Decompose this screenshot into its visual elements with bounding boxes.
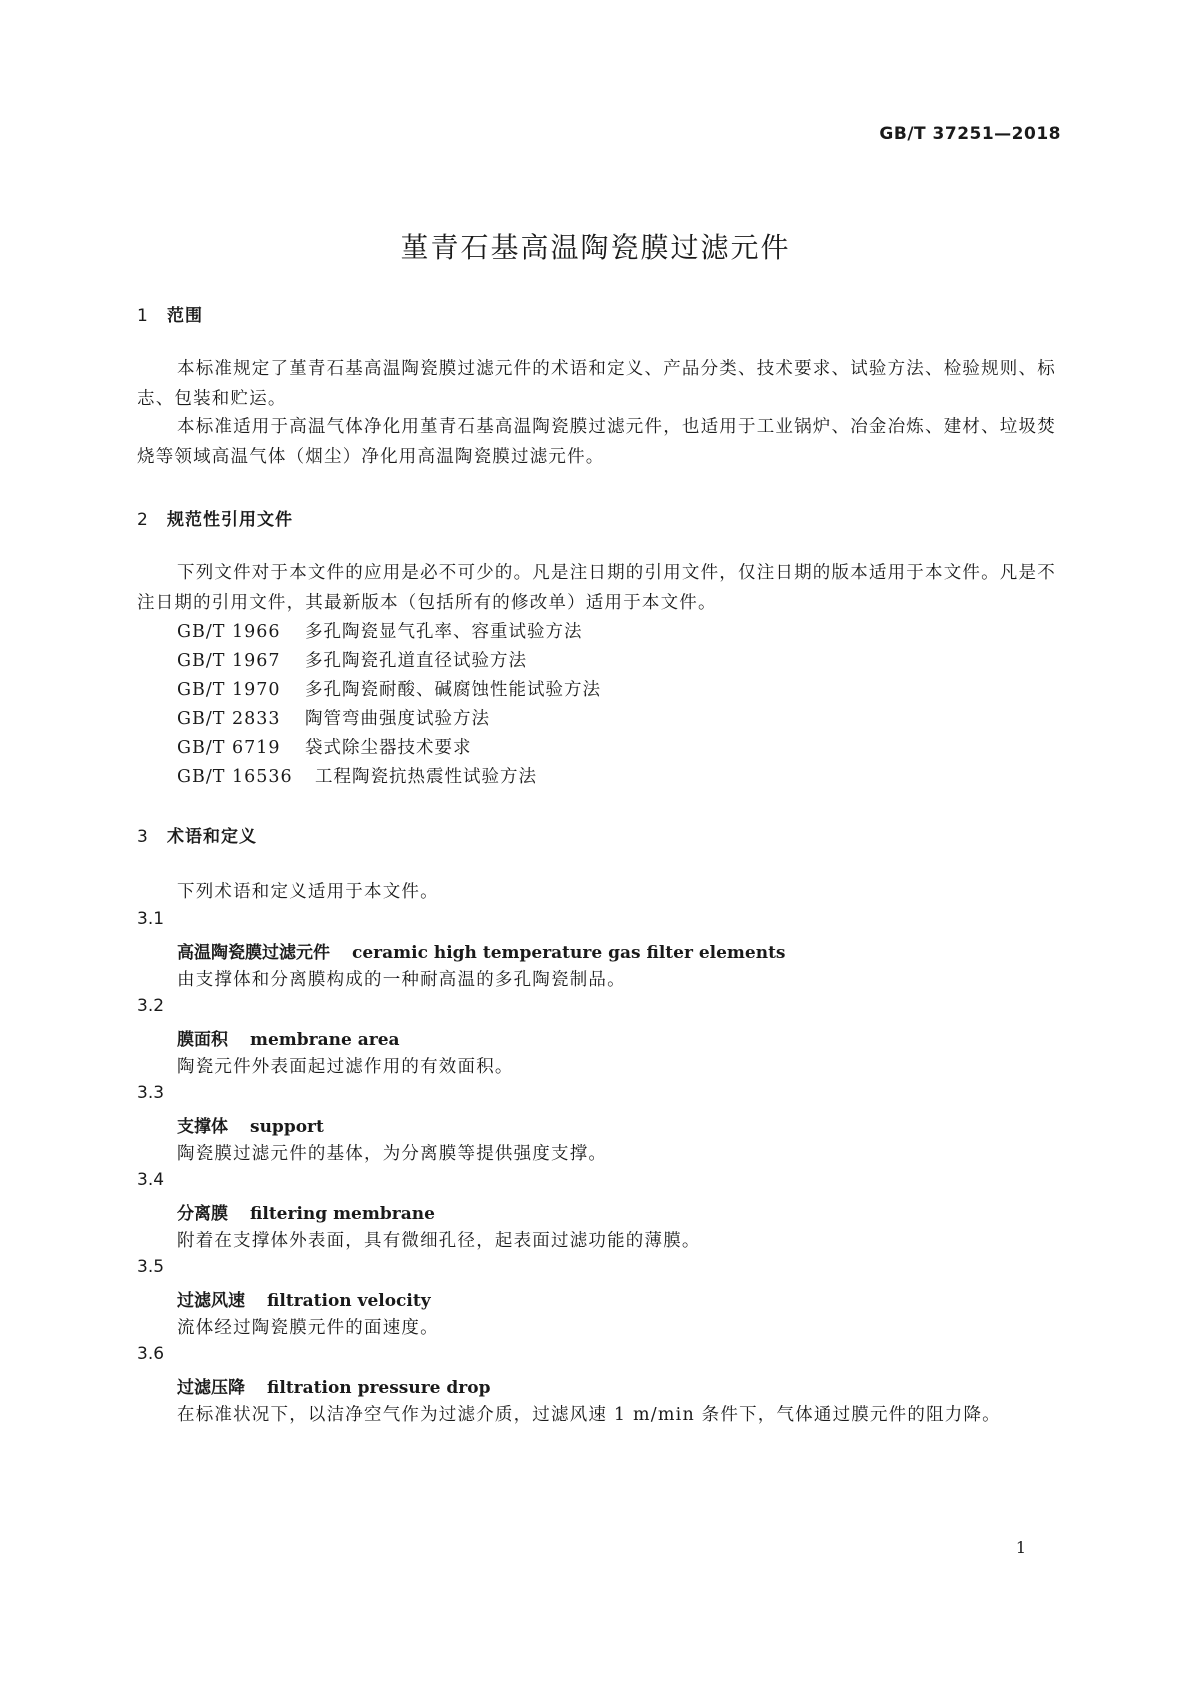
- term-heading: [177, 1286, 431, 1311]
- page-number: 1: [1015, 1538, 1026, 1557]
- term-definition: 流体经过陶瓷膜元件的面速度。: [177, 1318, 439, 1338]
- section-number: 2: [137, 510, 149, 530]
- term-number: 3.4: [137, 1170, 165, 1190]
- reference-code: GB/T 1966: [177, 622, 281, 642]
- reference-item: [177, 734, 472, 759]
- term-definition: 在标准状况下，以洁净空气作为过滤介质，过滤风速 1 m/min 条件下，气体通过膜元件的阻力降。: [177, 1405, 1001, 1425]
- reference-title: 多孔陶瓷孔道直径试验方法: [305, 651, 527, 671]
- section-1-paragraph: 本标准规定了堇青石基高温陶瓷膜过滤元件的术语和定义、产品分类、技术要求、试验方法、检验规则、标志、包装和贮运。: [137, 359, 1056, 409]
- term-heading: [177, 1025, 400, 1050]
- term-number: 3.2: [137, 996, 165, 1016]
- section-title: 规范性引用文件: [167, 510, 293, 530]
- standard-code: GB/T 37251—2018: [879, 124, 1061, 144]
- term-number: 3.1: [137, 909, 165, 929]
- term-heading: [177, 1112, 324, 1137]
- term-en: filtering membrane: [250, 1204, 435, 1224]
- reference-code: GB/T 6719: [177, 738, 281, 758]
- reference-item: [177, 676, 601, 701]
- term-definition: 附着在支撑体外表面，具有微细孔径，起表面过滤功能的薄膜。: [177, 1231, 701, 1251]
- reference-item: [177, 618, 583, 643]
- section-number: 1: [137, 306, 149, 326]
- document-title: 堇青石基高温陶瓷膜过滤元件: [400, 231, 791, 264]
- reference-title: 多孔陶瓷耐酸、碱腐蚀性能试验方法: [305, 680, 601, 700]
- reference-title: 多孔陶瓷显气孔率、容重试验方法: [305, 622, 583, 642]
- term-en: support: [250, 1117, 324, 1137]
- term-zh: 支撑体: [177, 1117, 228, 1137]
- section-2-intro: 下列文件对于本文件的应用是必不可少的。凡是注日期的引用文件，仅注日期的版本适用于本文件。凡是不注日期的引用文件，其最新版本（包括所有的修改单）适用于本文件。: [137, 563, 1056, 613]
- reference-item: [177, 705, 490, 730]
- section-title: 范围: [167, 306, 203, 326]
- section-3-heading: [137, 822, 257, 847]
- term-zh: 过滤压降: [177, 1378, 245, 1398]
- section-title: 术语和定义: [167, 827, 257, 847]
- reference-item: [177, 763, 537, 788]
- section-1-heading: [137, 301, 203, 326]
- term-heading: [177, 1373, 491, 1398]
- term-zh: 膜面积: [177, 1030, 228, 1050]
- section-number: 3: [137, 827, 149, 847]
- term-zh: 分离膜: [177, 1204, 228, 1224]
- term-zh: 高温陶瓷膜过滤元件: [177, 943, 330, 963]
- reference-title: 工程陶瓷抗热震性试验方法: [315, 767, 537, 787]
- term-number: 3.3: [137, 1083, 165, 1103]
- reference-code: GB/T 1967: [177, 651, 281, 671]
- term-zh: 过滤风速: [177, 1291, 245, 1311]
- term-en: filtration velocity: [267, 1291, 431, 1311]
- term-en: filtration pressure drop: [267, 1378, 491, 1398]
- term-en: membrane area: [250, 1030, 400, 1050]
- reference-title: 袋式除尘器技术要求: [305, 738, 472, 758]
- term-en: ceramic high temperature gas filter elements: [352, 943, 786, 963]
- reference-code: GB/T 1970: [177, 680, 281, 700]
- term-heading: [177, 938, 786, 963]
- section-2-heading: [137, 505, 293, 530]
- reference-item: [177, 647, 527, 672]
- term-number: 3.6: [137, 1344, 165, 1364]
- section-1-paragraph: 本标准适用于高温气体净化用堇青石基高温陶瓷膜过滤元件，也适用于工业锅炉、冶金冶炼、建材、垃圾焚烧等领域高温气体（烟尘）净化用高温陶瓷膜过滤元件。: [137, 417, 1056, 467]
- section-3-intro: 下列术语和定义适用于本文件。: [177, 882, 439, 902]
- reference-code: GB/T 16536: [177, 767, 293, 787]
- term-definition: 由支撑体和分离膜构成的一种耐高温的多孔陶瓷制品。: [177, 970, 626, 990]
- term-heading: [177, 1199, 435, 1224]
- reference-code: GB/T 2833: [177, 709, 281, 729]
- term-number: 3.5: [137, 1257, 165, 1277]
- term-definition: 陶瓷膜过滤元件的基体，为分离膜等提供强度支撑。: [177, 1144, 608, 1164]
- term-definition: 陶瓷元件外表面起过滤作用的有效面积。: [177, 1057, 514, 1077]
- reference-title: 陶管弯曲强度试验方法: [305, 709, 490, 729]
